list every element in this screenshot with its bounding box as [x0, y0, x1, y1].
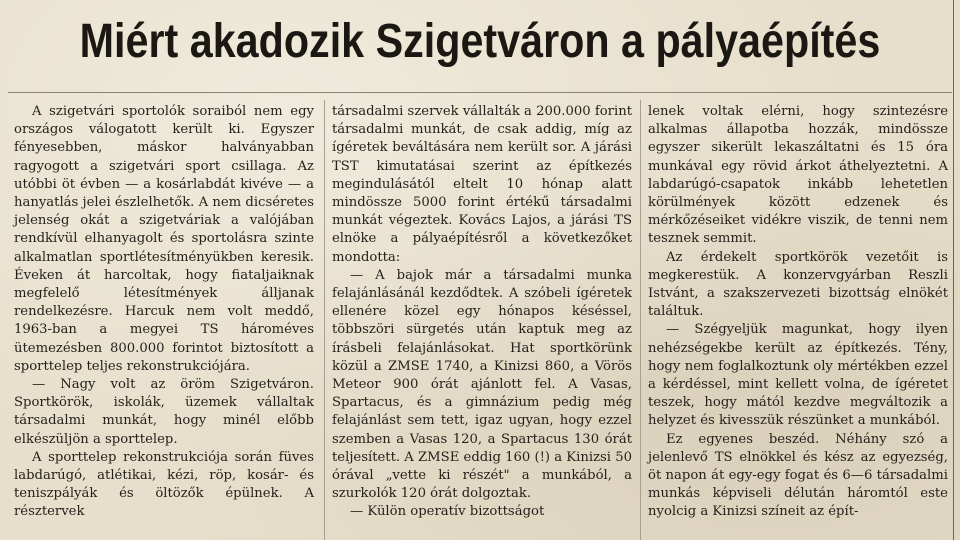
paragraph: Az érdekelt sportkörök vezetőit is megkerestük. A konzervgyárban Reszli Istvánt, a szakszervezeti bizottság elnökét találtuk. — [648, 249, 948, 320]
headline-rule — [8, 92, 952, 93]
article-column-1 — [14, 103, 314, 522]
paragraph: lenek voltak elérni, hogy szintezésre alkalmas állapotba hozzák, mindössze egyszer sikerült lekaszáltatni és 15 óra munkával egy rövid árkot áthelyeztetni. A labdarúgó-csapatok inkább lehetetlen körülmények között edzenek és mérkőzéseiket vidékre viszik, de tenni nem tesznek semmit. — [648, 104, 948, 247]
column-divider — [640, 100, 641, 540]
paragraph: A sporttelep rekonstrukciója során füves labdarúgó, atlétikai, kézi, röp, kosár- és teniszpályák és öltözők épülnek. A résztervek — [14, 449, 314, 520]
article-column-3 — [648, 103, 948, 522]
paragraph: — Nagy volt az öröm Szigetváron. Sportkörök, iskolák, üzemek vállaltak társadalmi munkát, hogy minél előbb elkészüljön a sporttelep. — [14, 377, 314, 447]
headline: Miért akadozik Szigetváron a pályaépítés — [79, 15, 881, 68]
page-edge-rule — [953, 0, 954, 540]
paragraph: Ez egyenes beszéd. Néhány szó a jelenlevő TS elnökkel és kész az egyezség, öt napon át egy-egy fogat és 6—6 társadalmi munkás képviseli délután háromtól este nyolcig a Kinizsi színeit az épít- — [648, 431, 948, 520]
paragraph: — A bajok már a társadalmi munka felajánlásánál kezdődtek. A szóbeli ígéretek ellenére közel egy hónapos késéssel, többszöri sürgetés után kaptuk meg az írásbeli felajánlásokat. Hat sportkörünk közül a ZMSE 1740, a Kinizsi 860, a Vörös Meteor 900 órát ajánlott fel. A Vasas, Spartacus, és a gimnázium pedig még felajánlást sem tett, igaz ugyan, hogy ezzel szemben a Vasas 120, a Spartacus 130 órát teljesített. A ZMSE eddig 160 (!) a Kinizsi 50 órával „vette ki részét" a munkából, a szurkolók 120 órát dolgoztak. — [332, 267, 632, 502]
column-divider — [324, 100, 325, 540]
paragraph: társadalmi szervek vállalták a 200.000 forint társadalmi munkát, de csak addig, míg az ígéretek beváltására nem került sor. A járási TST kimutatásai szerint az építkezés megindulásától eltelt 10 hónap alatt mindössze 5000 forint értékű társadalmi munkát végeztek. Kovács Lajos, a járási TS elnöke a pályaépítésről a következőket mondotta: — [332, 104, 632, 265]
paragraph: — Szégyeljük magunkat, hogy ilyen nehézségekbe került az építkezés. Tény, hogy nem foglalkoztunk oly mértékben ezzel a kérdéssel, mint kellett volna, de ígéretet teszek, hogy mától kezdve megváltozik a helyzet és kivesszük részünket a munkából. — [648, 322, 948, 429]
paragraph: A szigetvári sportolók soraiból nem egy országos válogatott került ki. Egyszer fényesebben, máskor halványabban ragyogott a szigetvári sport csillaga. Az utóbbi öt évben — a kosárlabdát kivéve — a hanyatlás jelei észlelhetők. A nem dicséretes jelenség okát a szigetváriak a valójában rendkívül elhanyagolt és sportolásra szinte alkalmatlan sportlétesítményükben keresik. Éveken át harcoltak, hogy fiataljaiknak megfelelő létesítmények álljanak rendelkezésre. Harcuk nem volt meddő, 1963-ban a megyei TS hároméves ütemezésben 800.000 forintot biztosított a sporttelep teljes rekonstrukciójára. — [14, 104, 314, 374]
article-column-2 — [332, 103, 632, 522]
paragraph: — Külön operatív bizottságot — [350, 504, 545, 520]
